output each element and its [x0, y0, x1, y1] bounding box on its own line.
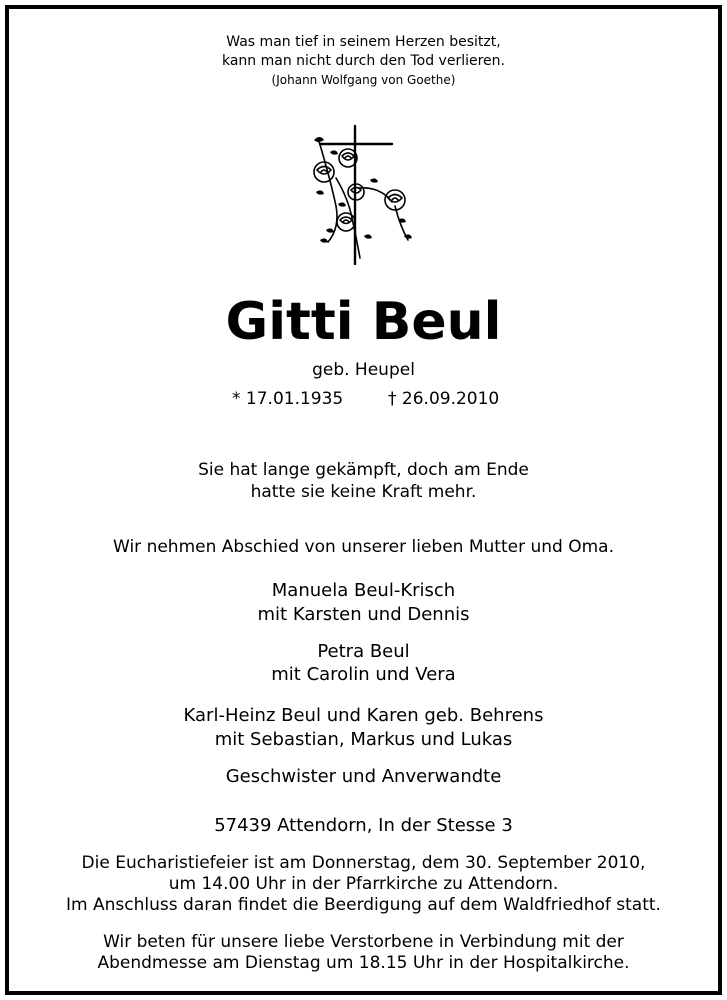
cross-with-roses-icon [300, 118, 420, 268]
mourner-family: mit Carolin und Vera [271, 664, 456, 685]
farewell-text: Wir nehmen Abschied von unserer lieben Mutter und Oma. [113, 537, 614, 557]
address-text: 57439 Attendorn, In der Stesse 3 [214, 815, 513, 836]
prayer-line-2: Abendmesse am Dienstag um 18.15 Uhr in der Hospitalkirche. [97, 953, 630, 973]
quote-author: (Johann Wolfgang von Goethe) [271, 73, 456, 87]
quote-line-1: Was man tief in seinem Herzen besitzt, [226, 34, 501, 50]
death-date: † 26.09.2010 [388, 389, 500, 409]
birth-date: * 17.01.1935 [232, 389, 344, 409]
quote-line-2: kann man nicht durch den Tod verlieren. [221, 53, 505, 69]
service-line-1: Die Eucharistiefeier ist am Donnerstag, dem 30. September 2010, [81, 853, 646, 873]
deceased-name: Gitti Beul [225, 292, 502, 352]
message-line-1: Sie hat lange gekämpft, doch am Ende [198, 460, 529, 480]
message-line-2: hatte sie keine Kraft mehr. [250, 482, 477, 502]
mourner-family: mit Sebastian, Markus und Lukas [214, 729, 513, 750]
service-line-2: um 14.00 Uhr in der Pfarrkirche zu Attendorn. [168, 874, 559, 894]
birth-name: geb. Heupel [312, 360, 415, 380]
mourner-name: Karl-Heinz Beul und Karen geb. Behrens [183, 705, 544, 726]
service-line-3: Im Anschluss daran findet die Beerdigung auf dem Waldfriedhof statt. [66, 895, 661, 915]
mourner-name: Manuela Beul-Krisch [271, 580, 456, 601]
relatives-text: Geschwister und Anverwandte [225, 766, 502, 787]
mourner-family: mit Karsten und Dennis [257, 604, 470, 625]
mourner-name: Petra Beul [317, 641, 410, 662]
prayer-line-1: Wir beten für unsere liebe Verstorbene in Verbindung mit der [103, 932, 624, 952]
